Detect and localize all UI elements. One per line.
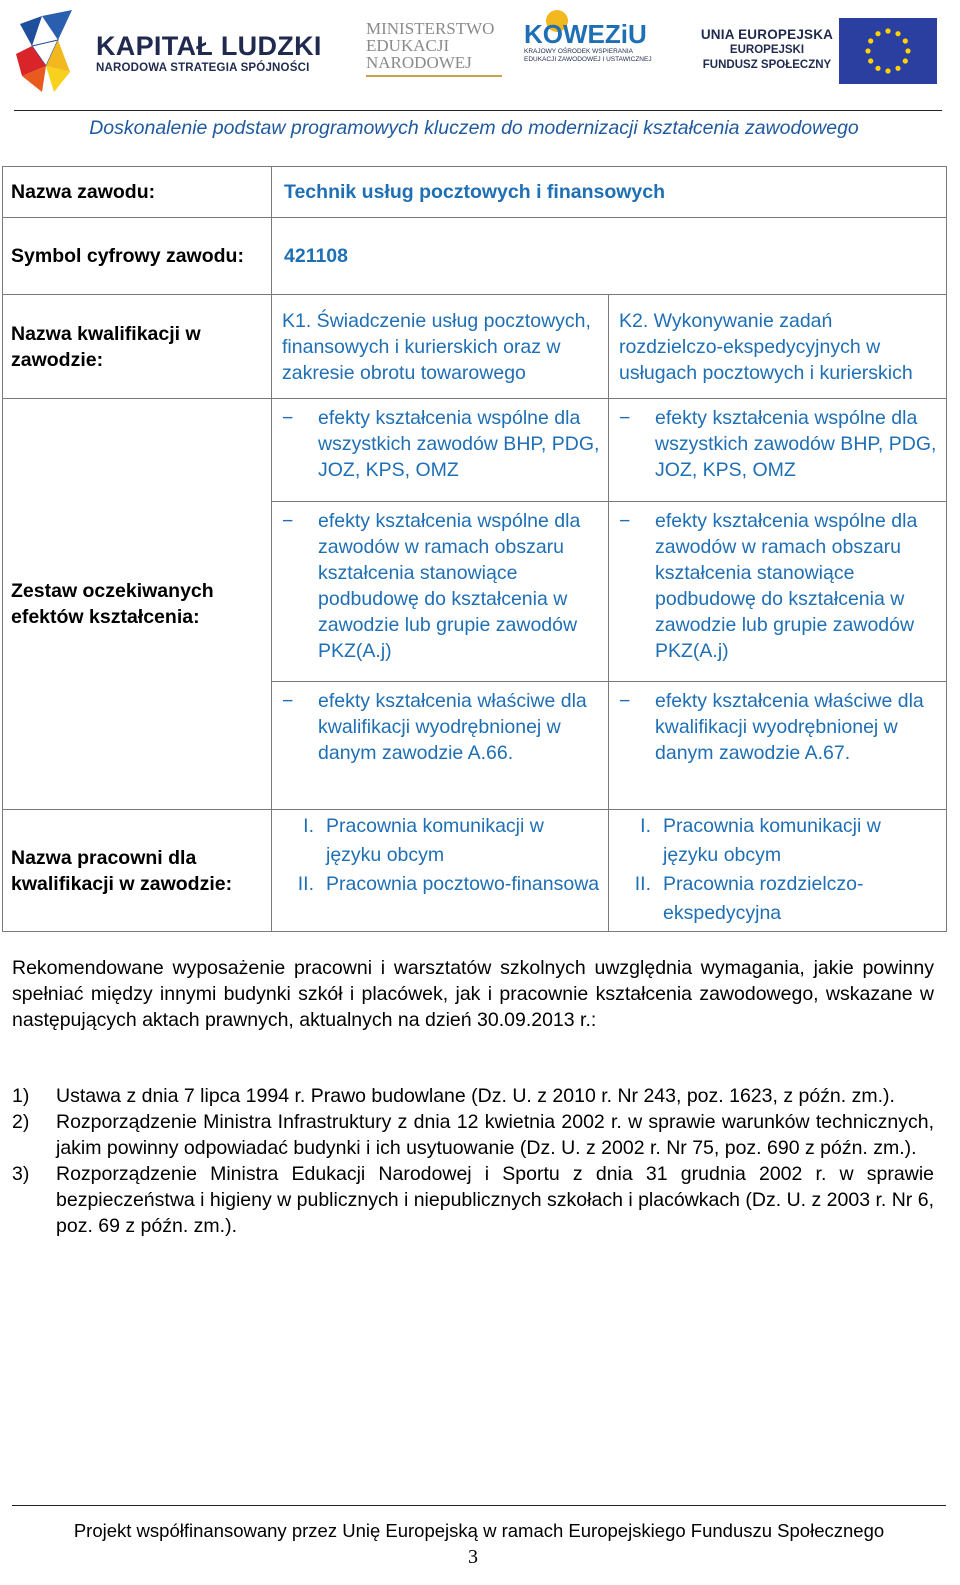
koweziu-subtitle-1: KRAJOWY OŚRODEK WSPIERANIA	[524, 48, 633, 55]
qualification-k1: K1. Świadczenie usług pocztowych, finansowych i kurierskich oraz w zakresie obrotu towarowego	[272, 295, 609, 399]
outcome-text: efekty kształcenia wspólne dla wszystkich zawodów BHP, PDG, JOZ, KPS, OMZ	[318, 407, 600, 481]
header-divider	[14, 110, 942, 111]
workshop-label: Nazwa pracowni dla kwalifikacji w zawodzie:	[3, 810, 272, 932]
workshop-k1	[272, 810, 609, 932]
ministerstwo-underline	[366, 75, 502, 77]
workshop-name: Pracownia rozdzielczo-ekspedycyjna	[663, 873, 864, 924]
legal-acts-list	[12, 1083, 934, 1239]
outcome-text: efekty kształcenia właściwe dla kwalifikacji wyodrębnionej w danym zawodzie A.66.	[318, 690, 587, 764]
page-number: 3	[468, 1546, 478, 1568]
outcome-bullet	[280, 502, 600, 664]
outcome-text: efekty kształcenia wspólne dla zawodów w ramach obszaru kształcenia stanowiące podbudowę do kształcenia w zawodzie lub grupie zawodów PKZ(A.j)	[655, 510, 918, 662]
recommendation-paragraph: Rekomendowane wyposażenie pracowni i warsztatów szkolnych uwzględnia wymagania, jakie powinny spełniać między innymi budynki szkół i placówek, jak i pracownie kształcenia zawodowego, wskazane w następujących aktach prawnych, aktualnych na dzień 30.09.2013 r.:	[12, 957, 934, 1031]
qualification-k2: K2. Wykonywanie zadań rozdzielczo-ekspedycyjnych w usługach pocztowych i kurierskich	[609, 295, 947, 399]
workshop-name: Pracownia pocztowo-finansowa	[326, 873, 600, 895]
eu-efs-logo-text	[700, 26, 834, 73]
ministerstwo-line-3: NARODOWEJ	[366, 53, 472, 72]
workshop-number: II.	[634, 873, 651, 895]
workshop-item	[280, 870, 600, 899]
dash-marker: −	[619, 510, 631, 532]
workshop-name: Pracownia komunikacji w języku obcym	[663, 815, 881, 866]
eu-flag-icon	[839, 18, 937, 84]
eu-line-3: FUNDUSZ SPOŁECZNY	[702, 59, 832, 71]
dash-marker: −	[282, 407, 294, 429]
workshop-number: I.	[303, 815, 314, 837]
outcomes-own-k2	[609, 682, 947, 810]
outcome-text: efekty kształcenia właściwe dla kwalifikacji wyodrębnionej w danym zawodzie A.67.	[655, 690, 924, 764]
outcomes-common-row	[3, 399, 947, 502]
kapital-ludzki-subtitle: NARODOWA STRATEGIA SPÓJNOŚCI	[96, 62, 310, 74]
outcome-bullet	[280, 682, 600, 766]
outcomes-label: Zestaw oczekiwanych efektów kształcenia:	[3, 399, 272, 810]
eu-line-2: EUROPEJSKI	[729, 44, 805, 56]
ministerstwo-line-1: MINISTERSTWO	[366, 19, 495, 38]
list-item	[12, 1083, 934, 1109]
qualification-label: Nazwa kwalifikacji w zawodzie:	[3, 295, 272, 399]
outcomes-common-k1	[272, 399, 609, 502]
symbol-value: 421108	[272, 218, 947, 295]
kapital-ludzki-title: KAPITAŁ LUDZKI	[96, 31, 322, 61]
list-number: 3)	[12, 1163, 30, 1185]
outcomes-common-k2	[609, 399, 947, 502]
workshop-item	[617, 870, 938, 928]
koweziu-title	[524, 20, 654, 48]
dash-marker: −	[282, 690, 294, 712]
koweziu-title-text: KOWEZiU	[524, 19, 647, 49]
workshop-item	[617, 812, 938, 870]
workshop-number: II.	[297, 873, 314, 895]
outcome-bullet	[280, 399, 600, 483]
list-number: 2)	[12, 1111, 30, 1133]
dash-marker: −	[619, 407, 631, 429]
profession-value: Technik usług pocztowych i finansowych	[272, 167, 947, 218]
outcome-bullet	[617, 682, 938, 766]
symbol-label: Symbol cyfrowy zawodu:	[3, 218, 272, 295]
outcome-bullet	[617, 502, 938, 664]
dash-marker: −	[282, 510, 294, 532]
ministerstwo-edukacji-logo	[366, 20, 506, 71]
header-logos	[0, 0, 960, 104]
eu-line-1: UNIA EUROPEJSKA	[700, 27, 834, 42]
workshop-number: I.	[640, 815, 651, 837]
kapital-ludzki-star-icon	[12, 6, 74, 94]
koweziu-subtitle-2: EDUKACJI ZAWODOWEJ I USTAWICZNEJ	[524, 56, 652, 63]
qualification-row	[3, 295, 947, 399]
outcome-bullet	[617, 399, 938, 483]
running-title: Doskonalenie podstaw programowych kluczem do modernizacji kształcenia zawodowego	[89, 117, 859, 139]
ministerstwo-line-2: EDUKACJI	[366, 36, 450, 55]
workshop-name: Pracownia komunikacji w języku obcym	[326, 815, 544, 866]
outcomes-own-k1	[272, 682, 609, 810]
list-text: Ustawa z dnia 7 lipca 1994 r. Prawo budowlane (Dz. U. z 2010 r. Nr 243, poz. 1623, z późn. zm.).	[56, 1085, 895, 1107]
list-number: 1)	[12, 1085, 30, 1107]
footer-divider	[12, 1505, 946, 1506]
koweziu-logo	[524, 20, 654, 64]
workshop-k2	[609, 810, 947, 932]
footer-text: Projekt współfinansowany przez Unię Europejską w ramach Europejskiego Funduszu Społecznego	[73, 1520, 885, 1541]
symbol-row	[3, 218, 947, 295]
list-text: Rozporządzenie Ministra Infrastruktury z dnia 12 kwietnia 2002 r. w sprawie warunków technicznych, jakim powinny odpowiadać budynki i ich usytuowanie (Dz. U. z 2002 r. Nr 75, poz. 690 z późn. zm.).	[56, 1111, 934, 1159]
list-item	[12, 1161, 934, 1239]
dash-marker: −	[619, 690, 631, 712]
qualification-table	[2, 166, 947, 932]
outcome-text: efekty kształcenia wspólne dla zawodów w ramach obszaru kształcenia stanowiące podbudowę do kształcenia w zawodzie lub grupie zawodów PKZ(A.j)	[318, 510, 581, 662]
list-item	[12, 1109, 934, 1161]
workshop-item	[280, 812, 600, 870]
outcome-text: efekty kształcenia wspólne dla wszystkich zawodów BHP, PDG, JOZ, KPS, OMZ	[655, 407, 937, 481]
outcomes-area-k1	[272, 502, 609, 682]
profession-label: Nazwa zawodu:	[3, 167, 272, 218]
workshop-row	[3, 810, 947, 932]
list-text: Rozporządzenie Ministra Edukacji Narodowej i Sportu z dnia 31 grudnia 2002 r. w sprawie bezpieczeństwa i higieny w publicznych i niepublicznych szkołach i placówkach (Dz. U. z 2003 r. Nr 6, poz. 69 z późn. zm.).	[56, 1163, 934, 1237]
profession-row	[3, 167, 947, 218]
outcomes-area-k2	[609, 502, 947, 682]
kapital-ludzki-logo	[96, 32, 326, 76]
